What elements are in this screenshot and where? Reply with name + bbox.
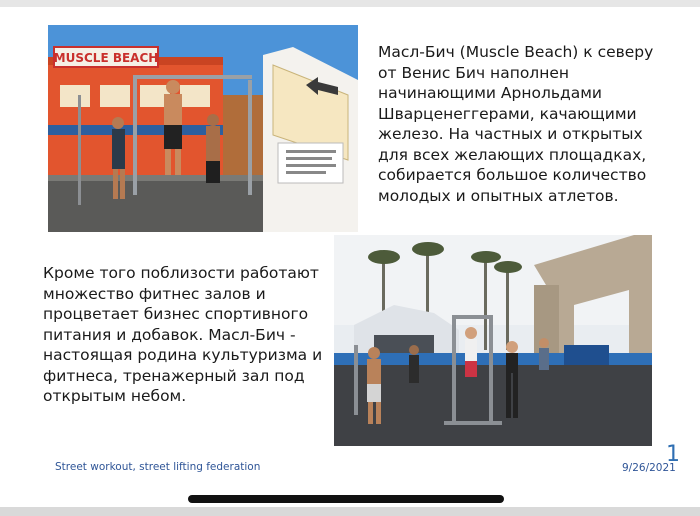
presentation-slide — [0, 7, 700, 507]
paragraph-muscle-beach: Масл-Бич (Muscle Beach) к северу от Венис Бич наполнен начинающими Арнольдами Шварценеггерами, качающими железо. На частных и открытых для всех желающих площадках, собирается большое количество молодых и опытных атлетов. — [378, 43, 654, 205]
muscle-beach-sign: MUSCLE BEACH — [53, 51, 159, 65]
top-bar — [0, 0, 700, 7]
home-indicator-bar[interactable] — [188, 495, 504, 503]
muscle-beach-photo — [48, 25, 358, 232]
bottom-strip — [0, 507, 700, 516]
outdoor-gym-photo — [334, 235, 652, 446]
footer-date: 9/26/2021 — [622, 462, 676, 474]
footer-organization: Street workout, street lifting federation — [55, 461, 261, 473]
paragraph-fitness-business: Кроме того поблизости работают множество фитнес залов и процветает бизнес спортивного питания и добавок. Масл-Бич - настоящая родина культуризма и фитнеса, тренажерный зал под открытым небом. — [43, 264, 323, 405]
slide-page-number: 1 — [666, 442, 680, 467]
